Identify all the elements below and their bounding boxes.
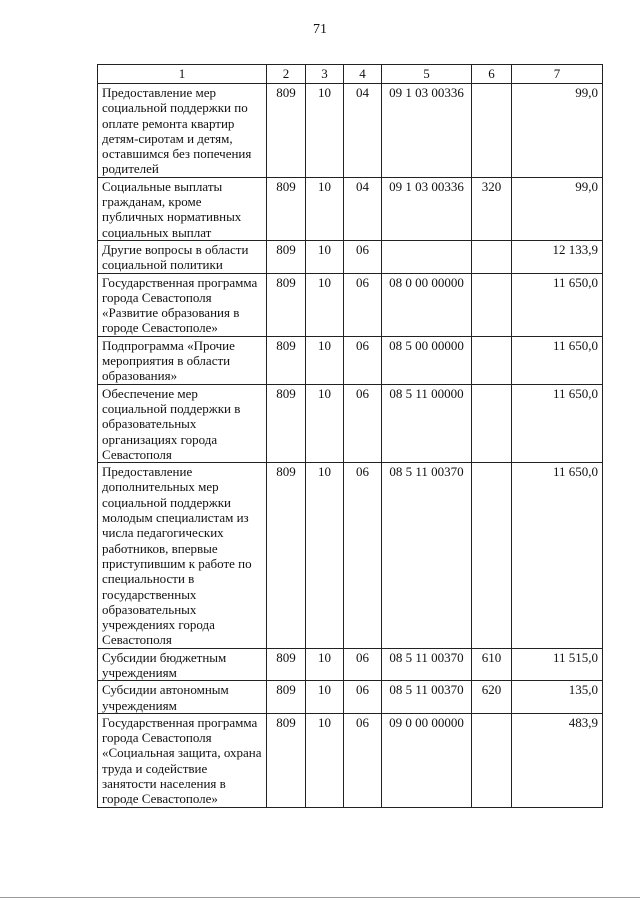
amount: 11 650,0 [512,336,603,384]
row-name: Подпрограмма «Прочие мероприятия в области образования» [98,336,267,384]
expense-type-code [472,84,512,178]
expense-type-code [472,336,512,384]
ministry-code: 809 [267,84,306,178]
target-article-code: 08 0 00 00000 [382,273,472,336]
section-code: 10 [306,177,344,240]
expense-type-code: 320 [472,177,512,240]
row-name: Обеспечение мер социальной поддержки в образовательных организациях города Севастополя [98,384,267,462]
subsection-code: 06 [344,713,382,807]
subsection-code: 06 [344,273,382,336]
row-name: Государственная программа города Севастополя «Социальная защита, охрана труда и содействие занятости населения в городе Севастополе» [98,713,267,807]
ministry-code: 809 [267,713,306,807]
column-header: 6 [472,65,512,84]
ministry-code: 809 [267,384,306,462]
target-article-code [382,240,472,273]
column-header: 7 [512,65,603,84]
target-article-code: 08 5 11 00370 [382,648,472,681]
expense-type-code [472,240,512,273]
target-article-code: 09 1 03 00336 [382,177,472,240]
table-header-row [98,65,603,84]
subsection-code: 06 [344,648,382,681]
table-row [98,240,603,273]
row-name: Субсидии бюджетным учреждениям [98,648,267,681]
expense-type-code [472,713,512,807]
row-name: Социальные выплаты гражданам, кроме публичных нормативных социальных выплат [98,177,267,240]
section-code: 10 [306,463,344,649]
target-article-code: 08 5 11 00000 [382,384,472,462]
table-row [98,273,603,336]
column-header: 1 [98,65,267,84]
amount: 135,0 [512,681,603,714]
subsection-code: 06 [344,463,382,649]
column-header: 5 [382,65,472,84]
table-row [98,336,603,384]
amount: 11 515,0 [512,648,603,681]
page-number: 71 [313,22,327,37]
subsection-code: 06 [344,384,382,462]
ministry-code: 809 [267,240,306,273]
table-row [98,463,603,649]
section-code: 10 [306,713,344,807]
target-article-code: 08 5 11 00370 [382,681,472,714]
ministry-code: 809 [267,463,306,649]
table-row [98,713,603,807]
amount: 99,0 [512,177,603,240]
expense-type-code [472,273,512,336]
section-code: 10 [306,648,344,681]
subsection-code: 06 [344,336,382,384]
subsection-code: 06 [344,681,382,714]
ministry-code: 809 [267,336,306,384]
amount: 11 650,0 [512,384,603,462]
scan-edge-line [0,897,640,898]
target-article-code: 09 1 03 00336 [382,84,472,178]
ministry-code: 809 [267,681,306,714]
column-header: 3 [306,65,344,84]
amount: 483,9 [512,713,603,807]
ministry-code: 809 [267,273,306,336]
row-name: Предоставление дополнительных мер социальной поддержки молодым специалистам из числа педагогических работников, впервые приступившим к работе по специальности в государственных образовательных учреждениях города Севастополя [98,463,267,649]
amount: 12 133,9 [512,240,603,273]
subsection-code: 06 [344,240,382,273]
subsection-code: 04 [344,177,382,240]
expense-type-code [472,463,512,649]
amount: 11 650,0 [512,273,603,336]
table-row [98,84,603,178]
expense-type-code: 610 [472,648,512,681]
budget-table [97,64,603,808]
target-article-code: 09 0 00 00000 [382,713,472,807]
row-name: Предоставление мер социальной поддержки по оплате ремонта квартир детям-сиротам и детям, оставшимся без попечения родителей [98,84,267,178]
table-row [98,648,603,681]
section-code: 10 [306,240,344,273]
amount: 11 650,0 [512,463,603,649]
expense-type-code [472,384,512,462]
subsection-code: 04 [344,84,382,178]
table-row [98,681,603,714]
row-name: Государственная программа города Севастополя «Развитие образования в городе Севастополе» [98,273,267,336]
column-header: 4 [344,65,382,84]
section-code: 10 [306,273,344,336]
section-code: 10 [306,384,344,462]
row-name: Субсидии автономным учреждениям [98,681,267,714]
row-name: Другие вопросы в области социальной политики [98,240,267,273]
ministry-code: 809 [267,177,306,240]
target-article-code: 08 5 11 00370 [382,463,472,649]
expense-type-code: 620 [472,681,512,714]
table-row [98,177,603,240]
section-code: 10 [306,84,344,178]
column-header: 2 [267,65,306,84]
ministry-code: 809 [267,648,306,681]
section-code: 10 [306,681,344,714]
target-article-code: 08 5 00 00000 [382,336,472,384]
table-row [98,384,603,462]
amount: 99,0 [512,84,603,178]
section-code: 10 [306,336,344,384]
